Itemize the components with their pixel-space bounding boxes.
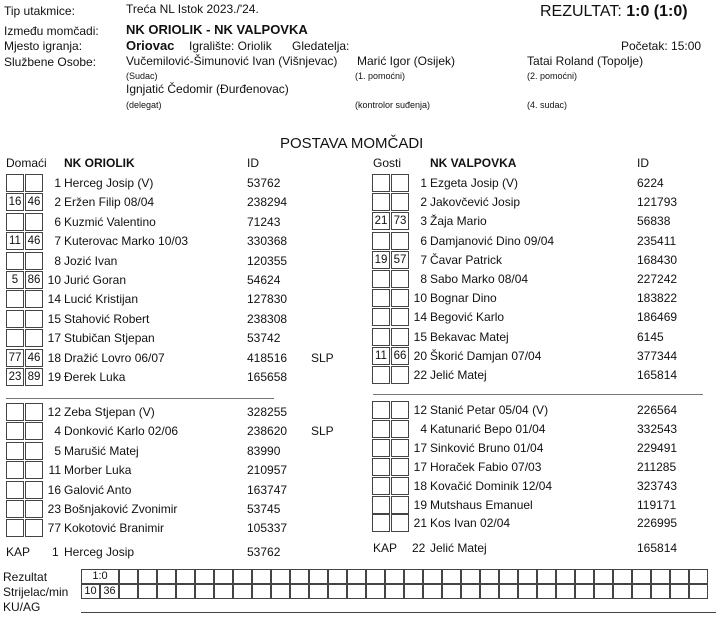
home-sub-id: 105337 xyxy=(247,521,288,536)
home-starter-number: 17 xyxy=(47,331,61,346)
away-starter-name: Bekavac Matej xyxy=(430,329,509,344)
away-starter-id: 56838 xyxy=(637,214,671,229)
home-starter-number: 18 xyxy=(47,350,61,365)
home-starter-number: 15 xyxy=(47,311,61,326)
home-sub-box-1 xyxy=(6,403,24,421)
away-captain-label: KAP xyxy=(373,541,398,555)
result-cell xyxy=(385,569,404,584)
scorer-cell xyxy=(271,584,290,599)
match-type-label: Tip utakmice: xyxy=(4,4,75,18)
away-starter-number: 22 xyxy=(413,368,427,382)
result-cell xyxy=(366,569,385,584)
home-starter-box-1 xyxy=(6,310,24,328)
scorer-cell xyxy=(651,584,670,599)
scorer-cell xyxy=(442,584,461,599)
home-starter-id: 120355 xyxy=(247,253,288,268)
result-cell xyxy=(290,569,309,584)
home-starter-box-1 xyxy=(6,213,24,231)
away-sub-id: 332543 xyxy=(637,421,678,436)
home-sub-note: SLP xyxy=(311,424,334,439)
home-sub-id: 53745 xyxy=(247,502,281,516)
away-starter-number: 10 xyxy=(413,291,427,306)
away-sub-id: 226564 xyxy=(637,403,678,417)
away-starter-id: 6145 xyxy=(637,329,664,344)
away-starter-box-1 xyxy=(372,328,390,346)
home-sub-box-1 xyxy=(6,422,24,440)
away-sub-id: 211285 xyxy=(637,459,677,474)
scorer-cell: 10 xyxy=(81,584,100,599)
spectators-label: Gledatelja: xyxy=(292,39,350,53)
away-starter-box-1: 11 xyxy=(372,347,390,365)
scorer-cell xyxy=(423,584,442,599)
away-sub-name: Stanić Petar 05/04 (V) xyxy=(430,403,549,417)
home-divider xyxy=(6,398,274,399)
home-starter-number: 14 xyxy=(47,292,61,307)
scorer-cell xyxy=(594,584,613,599)
away-sub-number: 12 xyxy=(413,403,427,417)
away-captain-num: 22 xyxy=(412,541,426,555)
away-sub-box-1 xyxy=(372,477,390,495)
result-cell xyxy=(632,569,651,584)
official-assistant-2: Tatai Roland (Topolje) xyxy=(527,54,644,68)
official-delegate-role: (delegat) xyxy=(126,100,162,110)
scorer-cell xyxy=(385,584,404,599)
away-starter-id: 165814 xyxy=(637,368,678,382)
away-sub-number: 17 xyxy=(413,459,427,474)
scorer-cell xyxy=(138,584,157,599)
home-starter-box-2: 46 xyxy=(25,349,43,367)
home-team-name: NK ORIOLIK xyxy=(64,156,135,170)
away-starter-id: 186469 xyxy=(637,310,678,325)
home-starter-number: 6 xyxy=(54,214,61,229)
ku-ag-line xyxy=(81,612,716,613)
scorer-row-label: Strijelac/min xyxy=(3,585,69,599)
away-starter-name: Čavar Patrick xyxy=(430,252,503,267)
match-type-value: Treća NL Istok 2023./'24. xyxy=(126,2,259,16)
scorer-cell xyxy=(670,584,689,599)
scorer-cell xyxy=(518,584,537,599)
scorer-cell xyxy=(176,584,195,599)
home-sub-number: 11 xyxy=(48,463,61,478)
official-controller-role: (kontrolor suđenja) xyxy=(355,100,431,110)
home-id-label: ID xyxy=(247,156,259,170)
away-starter-number: 7 xyxy=(420,252,427,267)
ku-ag-row-label: KU/AG xyxy=(3,600,41,614)
home-starter-box-1 xyxy=(6,174,24,192)
result-cell xyxy=(195,569,214,584)
home-starter-id: 53762 xyxy=(247,176,281,190)
result-cell xyxy=(461,569,480,584)
away-starter-name: Jakovčević Josip xyxy=(430,195,521,210)
result-cell xyxy=(423,569,442,584)
result-cell xyxy=(347,569,366,584)
away-side-label: Gosti xyxy=(373,156,402,170)
result-cell xyxy=(651,569,670,584)
away-sub-name: Sinković Bruno 01/04 xyxy=(430,440,544,455)
home-starter-number: 10 xyxy=(47,273,61,287)
result-cell xyxy=(670,569,689,584)
away-sub-id: 119171 xyxy=(637,497,677,512)
home-sub-name: Morber Luka xyxy=(64,463,132,478)
away-starter-name: Sabo Marko 08/04 xyxy=(430,272,529,286)
result-cell xyxy=(518,569,537,584)
official-delegate: Ignjatić Čedomir (Đurđenovac) xyxy=(126,82,289,96)
home-starter-note: SLP xyxy=(311,350,334,365)
result-cell xyxy=(271,569,290,584)
away-starter-number: 14 xyxy=(413,310,427,325)
away-starter-number: 8 xyxy=(420,272,427,286)
home-sub-number: 23 xyxy=(47,502,61,516)
away-captain-name: Jelić Matej xyxy=(430,541,487,555)
away-team-name: NK VALPOVKA xyxy=(430,156,517,170)
home-sub-number: 4 xyxy=(54,424,61,439)
scorer-cell xyxy=(575,584,594,599)
away-starter-box-1 xyxy=(372,289,390,307)
scorer-cell: 36 xyxy=(100,584,119,599)
result-row-label: Rezultat xyxy=(3,570,48,584)
scorer-cell xyxy=(404,584,423,599)
scorer-cell xyxy=(613,584,632,599)
result-cell xyxy=(309,569,328,584)
scorer-cell xyxy=(537,584,556,599)
home-sub-name: Marušić Matej xyxy=(64,443,139,458)
scorer-cell xyxy=(499,584,518,599)
scorer-cell xyxy=(461,584,480,599)
scorer-cell xyxy=(157,584,176,599)
official-fourth-role: (4. sudac) xyxy=(527,100,568,110)
result-cell xyxy=(214,569,233,584)
away-sub-id: 226995 xyxy=(637,516,678,531)
home-captain-id: 53762 xyxy=(247,545,281,559)
away-starter-box-1 xyxy=(372,232,390,250)
home-captain-num: 1 xyxy=(52,545,59,559)
home-starter-box-2: 46 xyxy=(25,232,43,250)
home-sub-id: 238620 xyxy=(247,424,288,439)
result-cell xyxy=(613,569,632,584)
home-sub-box-1 xyxy=(6,461,24,479)
home-sub-name: Bošnjaković Zvonimir xyxy=(64,502,178,516)
scorer-cell xyxy=(632,584,651,599)
away-starter-box-2: 73 xyxy=(391,212,409,230)
home-starter-id: 238294 xyxy=(247,195,288,210)
home-starter-name: Stahović Robert xyxy=(64,311,150,326)
home-sub-id: 328255 xyxy=(247,405,288,419)
result-cell: 1:0 xyxy=(81,569,119,584)
home-sub-number: 5 xyxy=(54,443,61,458)
scorer-cell xyxy=(366,584,385,599)
home-starter-box-1 xyxy=(6,252,24,270)
away-starter-number: 20 xyxy=(413,348,427,363)
home-starter-name: Dražić Lovro 06/07 xyxy=(64,350,165,365)
scorer-cell xyxy=(252,584,271,599)
home-starter-name: Jozić Ivan xyxy=(64,253,118,268)
away-starter-box-1 xyxy=(372,174,390,192)
home-sub-box-1 xyxy=(6,500,24,518)
result-cell xyxy=(594,569,613,584)
home-starter-id: 127830 xyxy=(247,292,288,307)
result-cell xyxy=(537,569,556,584)
home-sub-id: 210957 xyxy=(247,463,288,478)
scorer-cell xyxy=(480,584,499,599)
home-starter-id: 53742 xyxy=(247,331,281,346)
result-cell xyxy=(556,569,575,584)
away-id-label: ID xyxy=(637,156,649,170)
away-starter-id: 6224 xyxy=(637,176,664,190)
away-starter-box-1 xyxy=(372,308,390,326)
home-starter-box-2: 89 xyxy=(25,368,43,386)
scorer-cell xyxy=(347,584,366,599)
away-starter-number: 15 xyxy=(413,329,427,344)
away-starter-box-1 xyxy=(372,270,390,288)
home-side-label: Domaći xyxy=(6,156,47,170)
result-cell xyxy=(442,569,461,584)
home-starter-box-1: 5 xyxy=(6,271,24,289)
home-starter-name: Đerek Luka xyxy=(64,370,126,384)
away-sub-name: Horaček Fabio 07/03 xyxy=(430,459,542,474)
away-sub-box-1 xyxy=(372,458,390,476)
home-starter-box-2: 86 xyxy=(25,271,43,289)
away-sub-number: 17 xyxy=(413,440,427,455)
home-starter-name: Kuterovac Marko 10/03 xyxy=(64,234,189,249)
scorer-cell xyxy=(309,584,328,599)
away-starter-name: Žaja Mario xyxy=(430,214,487,229)
home-captain-name: Herceg Josip xyxy=(64,545,135,559)
away-starter-id: 377344 xyxy=(637,348,678,363)
home-sub-box-1 xyxy=(6,519,24,537)
home-sub-number: 77 xyxy=(47,521,61,536)
away-starter-number: 6 xyxy=(420,233,427,248)
away-sub-name: Kos Ivan 02/04 xyxy=(430,516,511,531)
home-starter-number: 19 xyxy=(47,370,61,384)
away-starter-box-2: 66 xyxy=(391,347,409,365)
result-label-text: REZULTAT: xyxy=(540,3,622,20)
venue-value: Oriovac xyxy=(126,38,175,53)
away-starter-box-1 xyxy=(372,193,390,211)
away-captain-id: 165814 xyxy=(637,541,678,555)
away-starter-name: Begović Karlo xyxy=(430,310,505,325)
home-starter-number: 8 xyxy=(54,253,61,268)
away-starter-number: 2 xyxy=(420,195,427,210)
away-sub-number: 19 xyxy=(413,497,427,512)
home-starter-name: Jurić Goran xyxy=(64,273,127,287)
result-cell xyxy=(575,569,594,584)
result-cell xyxy=(404,569,423,584)
home-starter-box-1: 11 xyxy=(6,232,24,250)
home-sub-name: Kokotović Branimir xyxy=(64,521,165,536)
scorer-cell xyxy=(689,584,708,599)
away-starter-id: 183822 xyxy=(637,291,678,306)
away-sub-box-1 xyxy=(372,401,390,419)
home-starter-name: Lucić Kristijan xyxy=(64,292,139,307)
home-sub-box-1 xyxy=(6,442,24,460)
away-starter-number: 1 xyxy=(420,176,427,190)
away-sub-name: Mutshaus Emanuel xyxy=(430,497,533,512)
away-starter-id: 121793 xyxy=(637,195,678,210)
away-sub-number: 21 xyxy=(413,516,427,531)
home-starter-number: 1 xyxy=(54,176,61,190)
away-starter-number: 3 xyxy=(420,214,427,229)
away-sub-box-1 xyxy=(372,496,390,514)
away-sub-id: 323743 xyxy=(637,478,678,493)
home-starter-number: 7 xyxy=(54,234,61,249)
home-starter-id: 71243 xyxy=(247,214,281,229)
venue-label: Mjesto igranja: xyxy=(4,39,83,53)
away-starter-box-1 xyxy=(372,366,390,384)
home-starter-name: Kuzmić Valentino xyxy=(64,214,156,229)
official-referee: Vučemilović-Šimunović Ivan (Višnjevac) xyxy=(126,54,338,68)
result-label xyxy=(540,3,688,21)
officials-label: Službene Osobe: xyxy=(4,55,97,69)
home-sub-number: 12 xyxy=(47,405,61,419)
home-sub-id: 163747 xyxy=(247,482,288,497)
home-starter-id: 165658 xyxy=(247,370,288,384)
scorer-cell xyxy=(233,584,252,599)
home-starter-box-1 xyxy=(6,290,24,308)
away-starter-id: 168430 xyxy=(637,252,678,267)
home-starter-box-1: 16 xyxy=(6,193,24,211)
home-starter-id: 330368 xyxy=(247,234,288,249)
home-sub-name: Donković Karlo 02/06 xyxy=(64,424,179,439)
away-sub-box-1 xyxy=(372,514,390,532)
away-sub-box-1 xyxy=(372,439,390,457)
away-starter-name: Ezgeta Josip (V) xyxy=(430,176,519,190)
home-starter-box-1 xyxy=(6,329,24,347)
away-sub-name: Kovačić Dominik 12/04 xyxy=(430,478,553,493)
away-starter-id: 227242 xyxy=(637,272,678,286)
result-cell xyxy=(252,569,271,584)
official-referee-role: (Sudac) xyxy=(126,71,158,81)
home-starter-id: 54624 xyxy=(247,273,281,287)
official-assistant-1: Marić Igor (Osijek) xyxy=(357,54,456,68)
result-cell xyxy=(233,569,252,584)
scorer-cell xyxy=(556,584,575,599)
result-value: 1:0 (1:0) xyxy=(626,3,688,20)
scorer-cell xyxy=(214,584,233,599)
start-time: Početak: 15:00 xyxy=(621,39,702,53)
home-starter-number: 2 xyxy=(54,195,61,210)
away-sub-number: 4 xyxy=(420,421,427,436)
teams-title: NK ORIOLIK - NK VALPOVKA xyxy=(126,22,308,37)
home-sub-box-1 xyxy=(6,481,24,499)
home-starter-box-1: 23 xyxy=(6,368,24,386)
result-cell xyxy=(689,569,708,584)
lineup-title: POSTAVA MOMČADI xyxy=(280,135,424,152)
away-sub-name: Katunarić Bepo 01/04 xyxy=(430,421,546,436)
home-starter-id: 238308 xyxy=(247,311,288,326)
result-cell xyxy=(480,569,499,584)
away-starter-name: Bognar Dino xyxy=(430,291,497,306)
official-assistant-1-role: (1. pomoćni) xyxy=(355,71,406,81)
result-cell xyxy=(138,569,157,584)
pitch-label: Igralište: Oriolik xyxy=(189,39,272,53)
away-starter-box-1: 21 xyxy=(372,212,390,230)
home-sub-name: Galović Anto xyxy=(64,482,132,497)
scorer-cell xyxy=(290,584,309,599)
away-divider xyxy=(373,394,703,395)
between-label: Između momčadi: xyxy=(4,24,99,38)
official-assistant-2-role: (2. pomoćni) xyxy=(527,71,578,81)
scorer-cell xyxy=(328,584,347,599)
away-sub-box-1 xyxy=(372,420,390,438)
home-starter-box-1: 77 xyxy=(6,349,24,367)
home-starter-name: Stubičan Stjepan xyxy=(64,331,155,346)
result-cell xyxy=(328,569,347,584)
home-starter-id: 418516 xyxy=(247,350,288,365)
home-sub-number: 16 xyxy=(47,482,61,497)
away-sub-number: 18 xyxy=(413,478,427,493)
scorer-cell xyxy=(195,584,214,599)
home-starter-name: Eržen Filip 08/04 xyxy=(64,195,155,210)
away-starter-id: 235411 xyxy=(637,233,677,248)
home-captain-label: KAP xyxy=(6,545,31,559)
away-starter-name: Damjanović Dino 09/04 xyxy=(430,233,555,248)
result-cell xyxy=(499,569,518,584)
away-starter-name: Jelić Matej xyxy=(430,368,487,382)
away-sub-id: 229491 xyxy=(637,440,678,455)
home-sub-name: Zeba Stjepan (V) xyxy=(64,405,155,419)
away-starter-name: Škorić Damjan 07/04 xyxy=(430,348,542,363)
home-sub-id: 83990 xyxy=(247,443,281,458)
away-starter-box-2: 57 xyxy=(391,251,409,269)
home-starter-box-2: 46 xyxy=(25,193,43,211)
result-cell xyxy=(157,569,176,584)
result-cell xyxy=(119,569,138,584)
away-starter-box-1: 19 xyxy=(372,251,390,269)
scorer-cell xyxy=(119,584,138,599)
result-cell xyxy=(176,569,195,584)
home-starter-name: Herceg Josip (V) xyxy=(64,176,154,190)
